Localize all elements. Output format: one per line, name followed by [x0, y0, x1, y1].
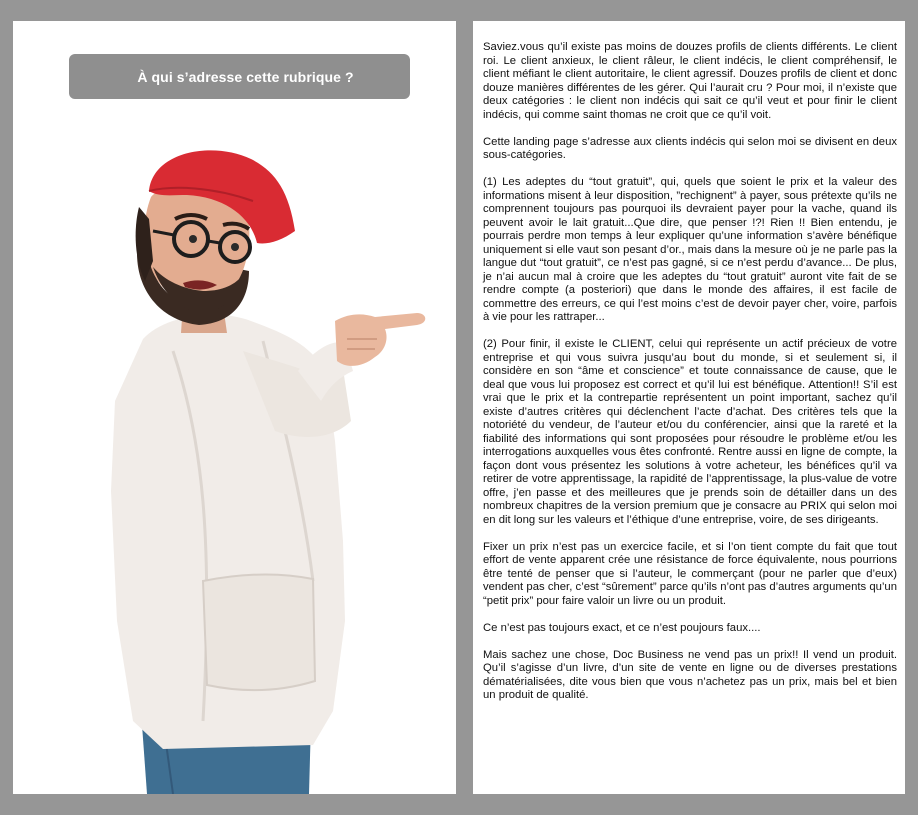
man-pointing-illustration	[13, 21, 456, 794]
paragraph-client: (2) Pour finir, il existe le CLIENT, celui qui représente un actif précieux de votre entreprise et qui vous suivra jusqu’au bout du monde, si et seulement si, il considère en son “âme et conscience” et toute connaissance de cause, que le deal que vous lui proposez est correct et qu’il lui est bénéfique. Attention!! S’il est vrai que le prix et la contrepartie représentent un point important, sachez qu’il existe d’autres critères qui déclenchent l’acte d’achat. Des critères tels que la notoriété du vendeur, de l’auteur et/ou du conférencier, ainsi que la rareté et la fiabilité des informations qui sont proposées pour résoudre le problème et/ou les interrogations auxquelles vous êtes confronté. Rentre aussi en ligne de compte, la façon dont vous présentez les solutions à votre acheteur, les bénéfices qu’il va retirer de votre apprentissage, la rapidité de l’apprentissage, la plus-value de votre offre, j’en passe et des meilleures que je prends soin de détailler dans un des nombreux chapitres de la version premium que je consacre au PRIX qui selon moi en dit long sur les valeurs et l’éthique d’une entreprise, voire, de ses dirigeants.	[483, 338, 897, 526]
paragraph-intro: Saviez.vous qu’il existe pas moins de douzes profils de clients différents. Le client roi. Le client anxieux, le client râleur, le client indécis, le client compréhensif, le client méfiant le client autoritaire, le client agressif. Douzes profils de client et donc douze manières différentes de les gérer. Qui l’aurait cru ? Pour moi, il n’existe que deux catégories : le client non indécis qui sait ce qu’il veut et pour finir le client indécis, qui comme saint thomas ne croit que ce qu’il voit.	[483, 41, 897, 121]
right-page	[473, 21, 905, 794]
paragraph-target: Cette landing page s’adresse aux clients indécis qui selon moi se divisent en deux sous-catégories.	[483, 135, 897, 161]
rubric-heading-box	[69, 54, 410, 99]
paragraph-pricing: Fixer un prix n’est pas un exercice facile, et si l’on tient compte du fait que tout effort de vente apparent crée une résistance de force équivalente, nous pourrions être tenté de penser que si l’auteur, le commerçant (pour ne parler que d’eux) vendent pas cher, c’est “sûrement” parce qu’ils n’ont pas d’autres arguments qu’un “petit prix” pour faire valoir un livre ou un produit.	[483, 540, 897, 607]
left-page	[13, 21, 456, 794]
rubric-heading: À qui s’adresse cette rubrique ?	[137, 68, 354, 85]
article-text	[483, 41, 897, 716]
paragraph-free-adepts: (1) Les adeptes du “tout gratuit”, qui, quels que soient le prix et la valeur des informations misent à leur disposition, ”rechignent” à payer, sous prétexte qu’ils ne comprennent toujours pas pourquoi ils devraient payer pour la vache, quand ils peuvent avoir le lait gratuit...Que dire, que penser !?! Rien !! Bien entendu, je pourrais perdre mon temps à leur expliquer qu’une information s’avère bénéfique uniquement si elle vaut son pesant d’or., mais dans la mesure où je ne parle pas la langue dut “tout gratuit”, ce n’est pas gagné, si ce n’est perdu d’avance... De plus, je n’ai aucun mal à croire que les adeptes du “tout gratuit” auront vite fait de se rendre compte (a posteriori) que dans le monde des affaires, il est facile de commettre des erreurs, ce qui l’est moins c’est de devoir payer cher, voire, parfois à vie pour les rattraper...	[483, 176, 897, 323]
paragraph-not-exact: Ce n’est pas toujours exact, et ce n’est poujours faux....	[483, 621, 761, 634]
paragraph-conclusion: Mais sachez une chose, Doc Business ne vend pas un prix!! Il vend un produit. Qu’il s’agisse d’un livre, d’un site de vente en ligne ou de diverses prestations dématérialisées, dite vous bien que vous n’achetez pas un prix, mais bel et bien un produit de qualité.	[483, 648, 897, 701]
